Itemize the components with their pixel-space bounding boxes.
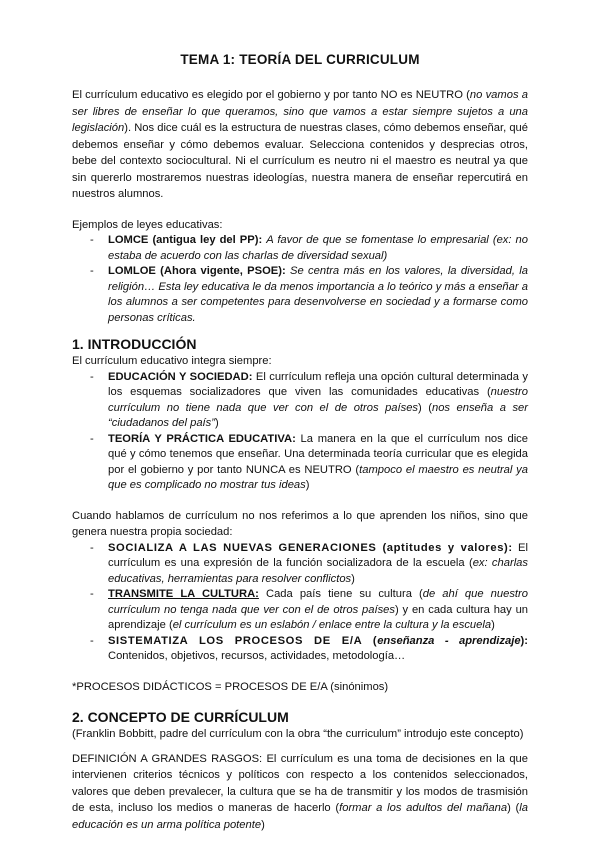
- section-heading-introduccion: 1. INTRODUCCIÓN: [72, 336, 197, 352]
- item-name: EDUCACIÓN Y SOCIEDAD:: [108, 370, 253, 383]
- def-text: ) (: [507, 802, 520, 814]
- list-item-lomce: [90, 233, 528, 264]
- def-text: ): [261, 818, 265, 831]
- item-text: Contenidos, objetivos, recursos, actividades, metodología…: [108, 650, 406, 662]
- item-name-end: ):: [520, 634, 528, 647]
- def-text: DEFINICIÓN A GRANDES RASGOS: El currículum es una toma de decisiones en la que intervienen criterios técnicos y políticos con respecto a los contenidos seleccionados, valores que deben prevalecer, la cultura que se ha de transmitir y los modos de trasmisión de esta, incluso los medios o maneras de hacerlo (: [72, 752, 528, 814]
- list-item-socializa: [90, 541, 528, 588]
- section1-lead: El currículum educativo integra siempre:: [72, 355, 272, 367]
- section1-paragraph: Cuando hablamos de currículum no nos referimos a lo que aprenden los niños, sino que genera nuestra propia sociedad:: [72, 509, 528, 538]
- intro-text-1: El currículum educativo es elegido por el gobierno y por tanto NO es NEUTRO (: [72, 89, 470, 101]
- document-title: TEMA 1: TEORÍA DEL CURRICULUM: [180, 52, 420, 67]
- item-italic: ex: charlas educativas, herramientas para resolver conflictos: [108, 557, 528, 585]
- list-item-educacion-sociedad: [90, 370, 528, 432]
- laws-heading: Ejemplos de leyes educativas:: [72, 218, 223, 231]
- list-item-sistematiza: [90, 634, 528, 665]
- list-item-transmite: [90, 587, 528, 634]
- law-desc: A favor de que se fomentase lo empresarial (ex: no estaba de acuerdo con las charlas de diversidad sexual): [108, 234, 528, 262]
- item-text: El currículum es una expresión de la función socializadora de la escuela (: [108, 541, 528, 569]
- item-italic: de ahí que nuestro currículum no tenga nada que ver con el de otros países: [108, 588, 528, 616]
- didactic-note: *PROCESOS DIDÁCTICOS = PROCESOS DE E/A (sinónimos): [72, 680, 389, 693]
- item-name: SISTEMATIZA LOS PROCESOS DE E/A (: [108, 634, 378, 647]
- list-item-teoria-practica: [90, 432, 528, 494]
- item-text: ) (: [418, 401, 432, 414]
- item-name: TRANSMITE LA CULTURA:: [108, 588, 259, 600]
- def-italic: la educación es un arma política potente: [72, 802, 528, 831]
- item-italic: tampoco el maestro es neutral ya que es complicado no mostrar tus ideas: [108, 463, 528, 491]
- item-name: TEORÍA Y PRÁCTICA EDUCATIVA:: [108, 432, 296, 445]
- def-italic: formar a los adultos del mañana: [339, 802, 508, 814]
- laws-list: [72, 233, 528, 326]
- section1-list-2: [72, 541, 528, 665]
- item-italic: nuestro currículum no tiene nada que ver con el de otros países: [108, 386, 528, 414]
- definition-paragraph: [72, 751, 528, 834]
- intro-italic: no vamos a ser libres de enseñar lo que queramos, sino que vamos a estar siempre sujetos a una legislación: [72, 89, 528, 134]
- section1-list: [72, 370, 528, 494]
- list-item-lomloe: [90, 264, 528, 326]
- item-italic: nos enseña a ser “ciudadanos del país”: [108, 401, 528, 429]
- item-text: ): [351, 572, 355, 585]
- item-text: Cada país tiene su cultura (: [258, 588, 423, 600]
- item-italic: el currículum es un eslabón / enlace entre la cultura y la escuela: [172, 619, 492, 631]
- law-desc: Se centra más en los valores, la diversidad, la religión… Esta ley educativa le da menos importancia a lo teórico y más a enseñar a los alumnos a ser competentes para desenvolverse en sociedad y a formarse como personas críticas.: [108, 265, 528, 324]
- item-text: ): [305, 479, 310, 491]
- item-text: La manera en la que el currículum nos dice qué y cómo tenemos que enseñar. Una determinada teoría curricular que es elegida por el gobierno y por tanto NUNCA es NEUTRO (: [108, 432, 528, 476]
- section-heading-concepto: 2. CONCEPTO DE CURRÍCULUM: [72, 709, 289, 725]
- item-text: El currículum refleja una opción cultural determinada y los esquemas socializadores que viven las comunidades educativas (: [108, 370, 528, 398]
- intro-paragraph: [72, 87, 528, 203]
- intro-text-2: ). Nos dice cuál es la estructura de nuestras clases, cómo debemos enseñar, qué debemos enseñar y cómo debemos evaluar. Selecciona contenidos y desprecias otros, bebe del contexto sociocultural. Ni el currículum es neutro ni el maestro es neutral ya que sin quererlo mostraremos nuestras ideologías, nuestra manera de enseñar repercutirá en nuestros alumnos.: [72, 122, 528, 200]
- law-name: LOMCE (antigua ley del PP):: [108, 234, 263, 246]
- item-name-italic: enseñanza - aprendizaje: [377, 634, 521, 647]
- item-name: SOCIALIZA A LAS NUEVAS GENERACIONES (aptitudes y valores):: [108, 541, 513, 554]
- item-text: ): [491, 619, 495, 631]
- section2-lead: (Franklin Bobbitt, padre del currículum con la obra “the curriculum” introdujo este concepto): [72, 728, 524, 740]
- law-name: LOMLOE (Ahora vigente, PSOE):: [108, 265, 286, 277]
- item-text: ): [214, 417, 219, 429]
- item-text: ) y en cada cultura hay un aprendizaje (: [108, 603, 529, 631]
